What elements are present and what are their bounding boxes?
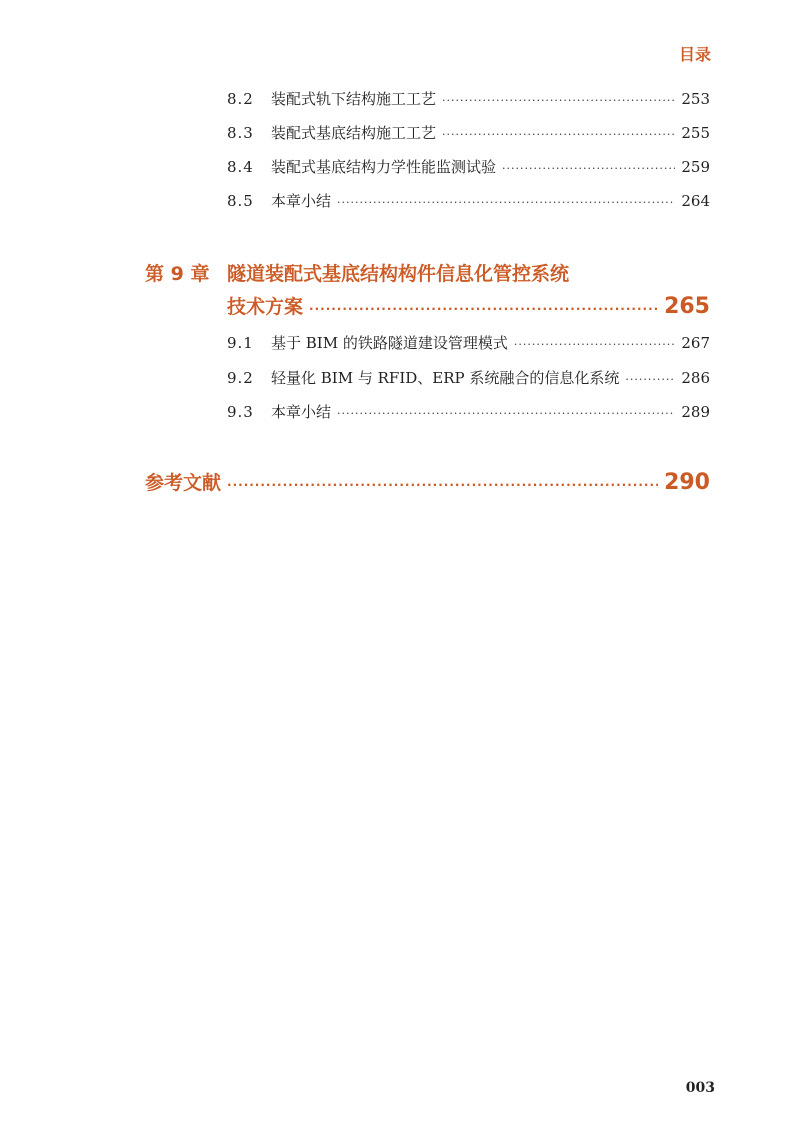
- page-number: 259: [681, 158, 710, 176]
- toc-entry-9-3[interactable]: [227, 401, 710, 423]
- toc-entry-8-2[interactable]: [227, 88, 710, 110]
- dot-leader: [337, 196, 675, 209]
- dot-leader: [442, 94, 675, 107]
- section-title: 本章小结: [271, 192, 332, 210]
- toc-entry-8-4[interactable]: [227, 156, 710, 178]
- references-title: 参考文献: [145, 472, 222, 494]
- page-number: 253: [681, 90, 710, 108]
- toc-entry-9-2[interactable]: [227, 367, 710, 389]
- dot-leader: [442, 128, 675, 141]
- dot-leader: [502, 162, 675, 175]
- toc-entry-references[interactable]: [145, 468, 710, 495]
- section-title: 基于 BIM 的铁路隧道建设管理模式: [271, 334, 508, 352]
- section-number: 8.4: [227, 158, 254, 176]
- section-number: 9.2: [227, 369, 254, 387]
- section-title: 装配式基底结构施工工艺: [271, 124, 437, 142]
- section-title: 轻量化 BIM 与 RFID、ERP 系统融合的信息化系统: [271, 369, 620, 387]
- dot-leader: [227, 478, 658, 492]
- toc-entry-8-5[interactable]: [227, 190, 710, 212]
- chapter-9-page-number: 265: [664, 294, 710, 319]
- toc-entry-9-1[interactable]: [227, 332, 710, 354]
- section-number: 8.3: [227, 124, 254, 142]
- toc-entry-chapter-9[interactable]: [227, 292, 710, 319]
- section-number: 9.1: [227, 334, 254, 352]
- section-title: 装配式基底结构力学性能监测试验: [271, 158, 497, 176]
- section-title: 装配式轨下结构施工工艺: [271, 90, 437, 108]
- dot-leader: [337, 407, 675, 420]
- page-number: 286: [681, 369, 710, 387]
- page-number: 267: [681, 334, 710, 352]
- references-page-number: 290: [664, 470, 710, 495]
- section-title: 本章小结: [271, 403, 332, 421]
- toc-entry-8-3[interactable]: [227, 122, 710, 144]
- section-number: 9.3: [227, 403, 254, 421]
- dot-leader: [625, 373, 675, 386]
- section-number: 8.2: [227, 90, 254, 108]
- page-number: 289: [681, 403, 710, 421]
- chapter-9-title-line1[interactable]: 隧道装配式基底结构构件信息化管控系统: [227, 263, 570, 285]
- page-number: 264: [681, 192, 710, 210]
- dot-leader: [514, 338, 676, 351]
- chapter-9-title-line2: 技术方案: [227, 296, 304, 318]
- section-number: 8.5: [227, 192, 254, 210]
- page-folio: 003: [685, 1080, 715, 1096]
- page-number: 255: [681, 124, 710, 142]
- running-header-title: 目录: [678, 45, 711, 64]
- chapter-9-label: 第 9 章: [145, 263, 210, 285]
- dot-leader: [309, 302, 658, 316]
